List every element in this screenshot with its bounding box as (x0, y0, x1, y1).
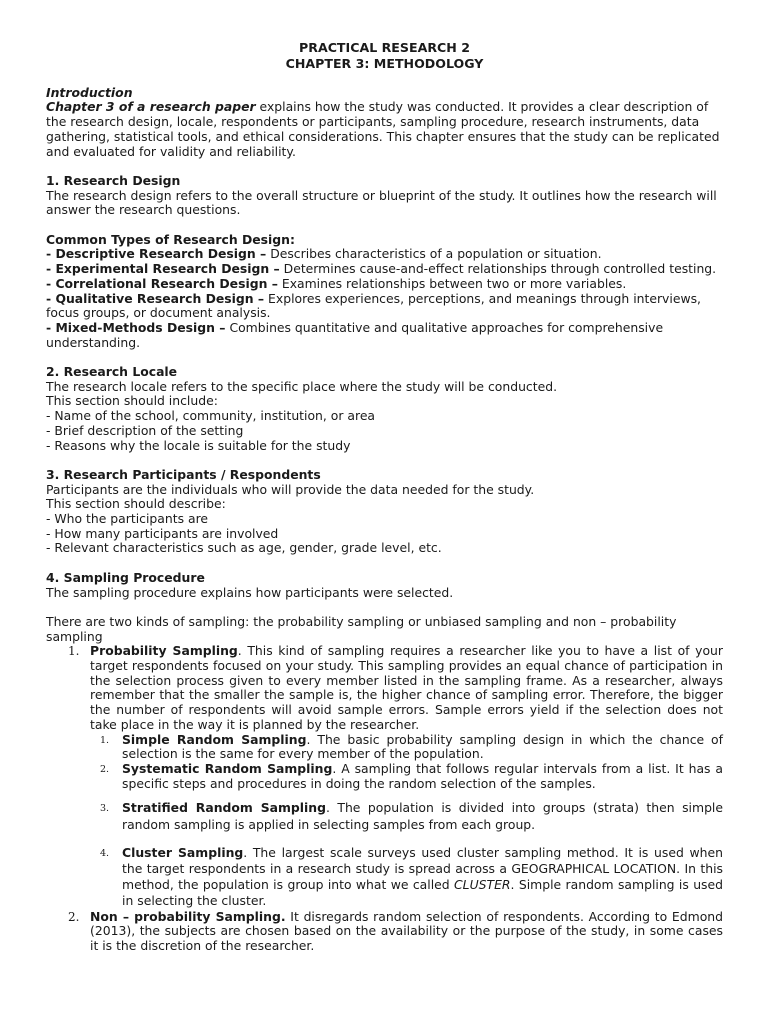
document-content (46, 40, 723, 954)
design-type-desc: Explores experiences, perceptions, and meanings through interviews, focus groups, or document analysis. (46, 290, 701, 321)
design-type-label: - Descriptive Research Design – (46, 246, 267, 262)
participants-heading: 3. Research Participants / Respondents (46, 466, 321, 482)
sampling-kinds: There are two kinds of sampling: the probability sampling or unbiased sampling and non – probability sampling (46, 613, 677, 644)
sampling-type-desc: . The largest scale surveys used cluster sampling method. It is used when the target respondents in a research study is spread across a GEOGRAPHICAL LOCATION. In this method, the population is group into what we called (122, 844, 723, 893)
introduction-heading: Introduction (46, 84, 133, 100)
sampling-type-label: Simple Random Sampling (122, 731, 307, 747)
design-type-item (46, 277, 723, 292)
sampling-type-desc: . The basic probability sampling design in which the chance of selection is the same for every member of the population. (122, 731, 724, 762)
sampling-type-desc: . The population is divided into groups (strata) then simple random sampling is applied in selecting samples from each group. (122, 800, 723, 832)
list-number: 2. (68, 909, 80, 924)
list-number: 2. (100, 763, 110, 775)
design-type-label: - Correlational Research Design – (46, 275, 278, 291)
list-number: 3. (100, 803, 110, 815)
list-item (90, 733, 723, 762)
participants-list-item: - How many participants are involved (46, 525, 279, 541)
design-type-desc: Determines cause-and-effect relationships through controlled testing. (279, 261, 717, 277)
locale-list-item: - Name of the school, community, institution, or area (46, 408, 376, 424)
list-item (46, 644, 723, 909)
research-locale-heading: 2. Research Locale (46, 364, 178, 379)
sampling-type-desc: . A sampling that follows regular intervals from a list. It has a specific steps and procedures in doing the random selection of the samples. (122, 760, 723, 791)
design-type-desc: Combines quantitative and qualitative approaches for comprehensive understanding. (46, 319, 664, 350)
research-design-text: The research design refers to the overall structure or blueprint of the study. It outlines how the research will answer the research questions. (46, 187, 717, 218)
list-number: 4. (100, 847, 110, 859)
design-type-desc: Describes characteristics of a population or situation. (266, 246, 602, 262)
design-type-item (46, 262, 723, 277)
list-item (90, 762, 723, 791)
list-item (90, 800, 723, 832)
sampling-type-label: Cluster Sampling (122, 844, 244, 860)
probability-sampling-text (90, 644, 723, 732)
non-probability-sampling-label: Non – probability Sampling. (90, 908, 286, 924)
design-type-item (46, 292, 723, 321)
probability-sampling-desc: . This kind of sampling requires a researcher like you to have a list of your target respondents focused on your study. This sampling provides an equal chance of participation in the selection process given to every member listed in the sampling frame. As a researcher, always remember that the smaller the sample is, the higher chance of sampling error. Therefore, the bigger the number of respondents will avoid sample errors. Sample errors yield if the selection does not take place in the way it is planned by the researcher. (90, 643, 723, 732)
list-item (90, 845, 723, 910)
research-design-heading: 1. Research Design (46, 172, 181, 188)
locale-list-item: - Brief description of the setting (46, 422, 244, 438)
probability-sampling-label: Probability Sampling (90, 643, 238, 659)
design-type-desc: Examines relationships between two or more variables. (277, 275, 627, 291)
list-item (46, 910, 723, 954)
introduction-text: explains how the study was conducted. It provides a clear description of the research design, locale, respondents or participants, sampling procedure, research instruments, data gathering, statistical tools, and ethical considerations. This chapter ensures that the study can be replicated and evaluated for validity and reliability. (46, 99, 720, 159)
participants-list-item: - Relevant characteristics such as age, gender, grade level, etc. (46, 540, 442, 556)
design-type-label: - Experimental Research Design – (46, 261, 280, 277)
participants-text: Participants are the individuals who will provide the data needed for the study. (46, 481, 535, 497)
sampling-type-desc-end: . Simple random sampling is used in selecting the cluster. (122, 877, 723, 909)
introduction-paragraph (46, 100, 723, 159)
research-locale-include: This section should include: (46, 393, 218, 409)
document-title-line1: PRACTICAL RESEARCH 2 (299, 40, 470, 55)
sampling-heading: 4. Sampling Procedure (46, 569, 205, 585)
probability-types-list (90, 733, 723, 910)
sampling-type-label: Systematic Random Sampling (122, 760, 333, 776)
sampling-type-label: Stratified Random Sampling (122, 800, 326, 816)
design-types-heading: Common Types of Research Design: (46, 231, 295, 247)
locale-list-item: - Reasons why the locale is suitable for the study (46, 437, 351, 453)
document-title-line2: CHAPTER 3: METHODOLOGY (285, 55, 484, 71)
design-type-label: - Mixed-Methods Design – (46, 319, 226, 335)
list-number: 1. (100, 734, 110, 746)
design-type-label: - Qualitative Research Design – (46, 290, 265, 306)
design-type-item (46, 247, 723, 262)
participants-list-item: - Who the participants are (46, 511, 209, 527)
sampling-type-emphasis: CLUSTER (454, 877, 511, 893)
sampling-text: The sampling procedure explains how participants were selected. (46, 584, 454, 600)
list-number: 1. (68, 644, 80, 659)
introduction-lead: Chapter 3 of a research paper (46, 99, 256, 115)
sampling-kinds-list (46, 644, 723, 953)
research-locale-text: The research locale refers to the specific place where the study will be conducted. (46, 378, 558, 394)
non-probability-sampling-desc: It disregards random selection of respondents. According to Edmond (2013), the subjects are chosen based on the availability or the purpose of the study, in some cases it is the discretion of the researcher. (90, 908, 723, 953)
participants-describe: This section should describe: (46, 496, 226, 512)
design-type-item (46, 321, 723, 350)
